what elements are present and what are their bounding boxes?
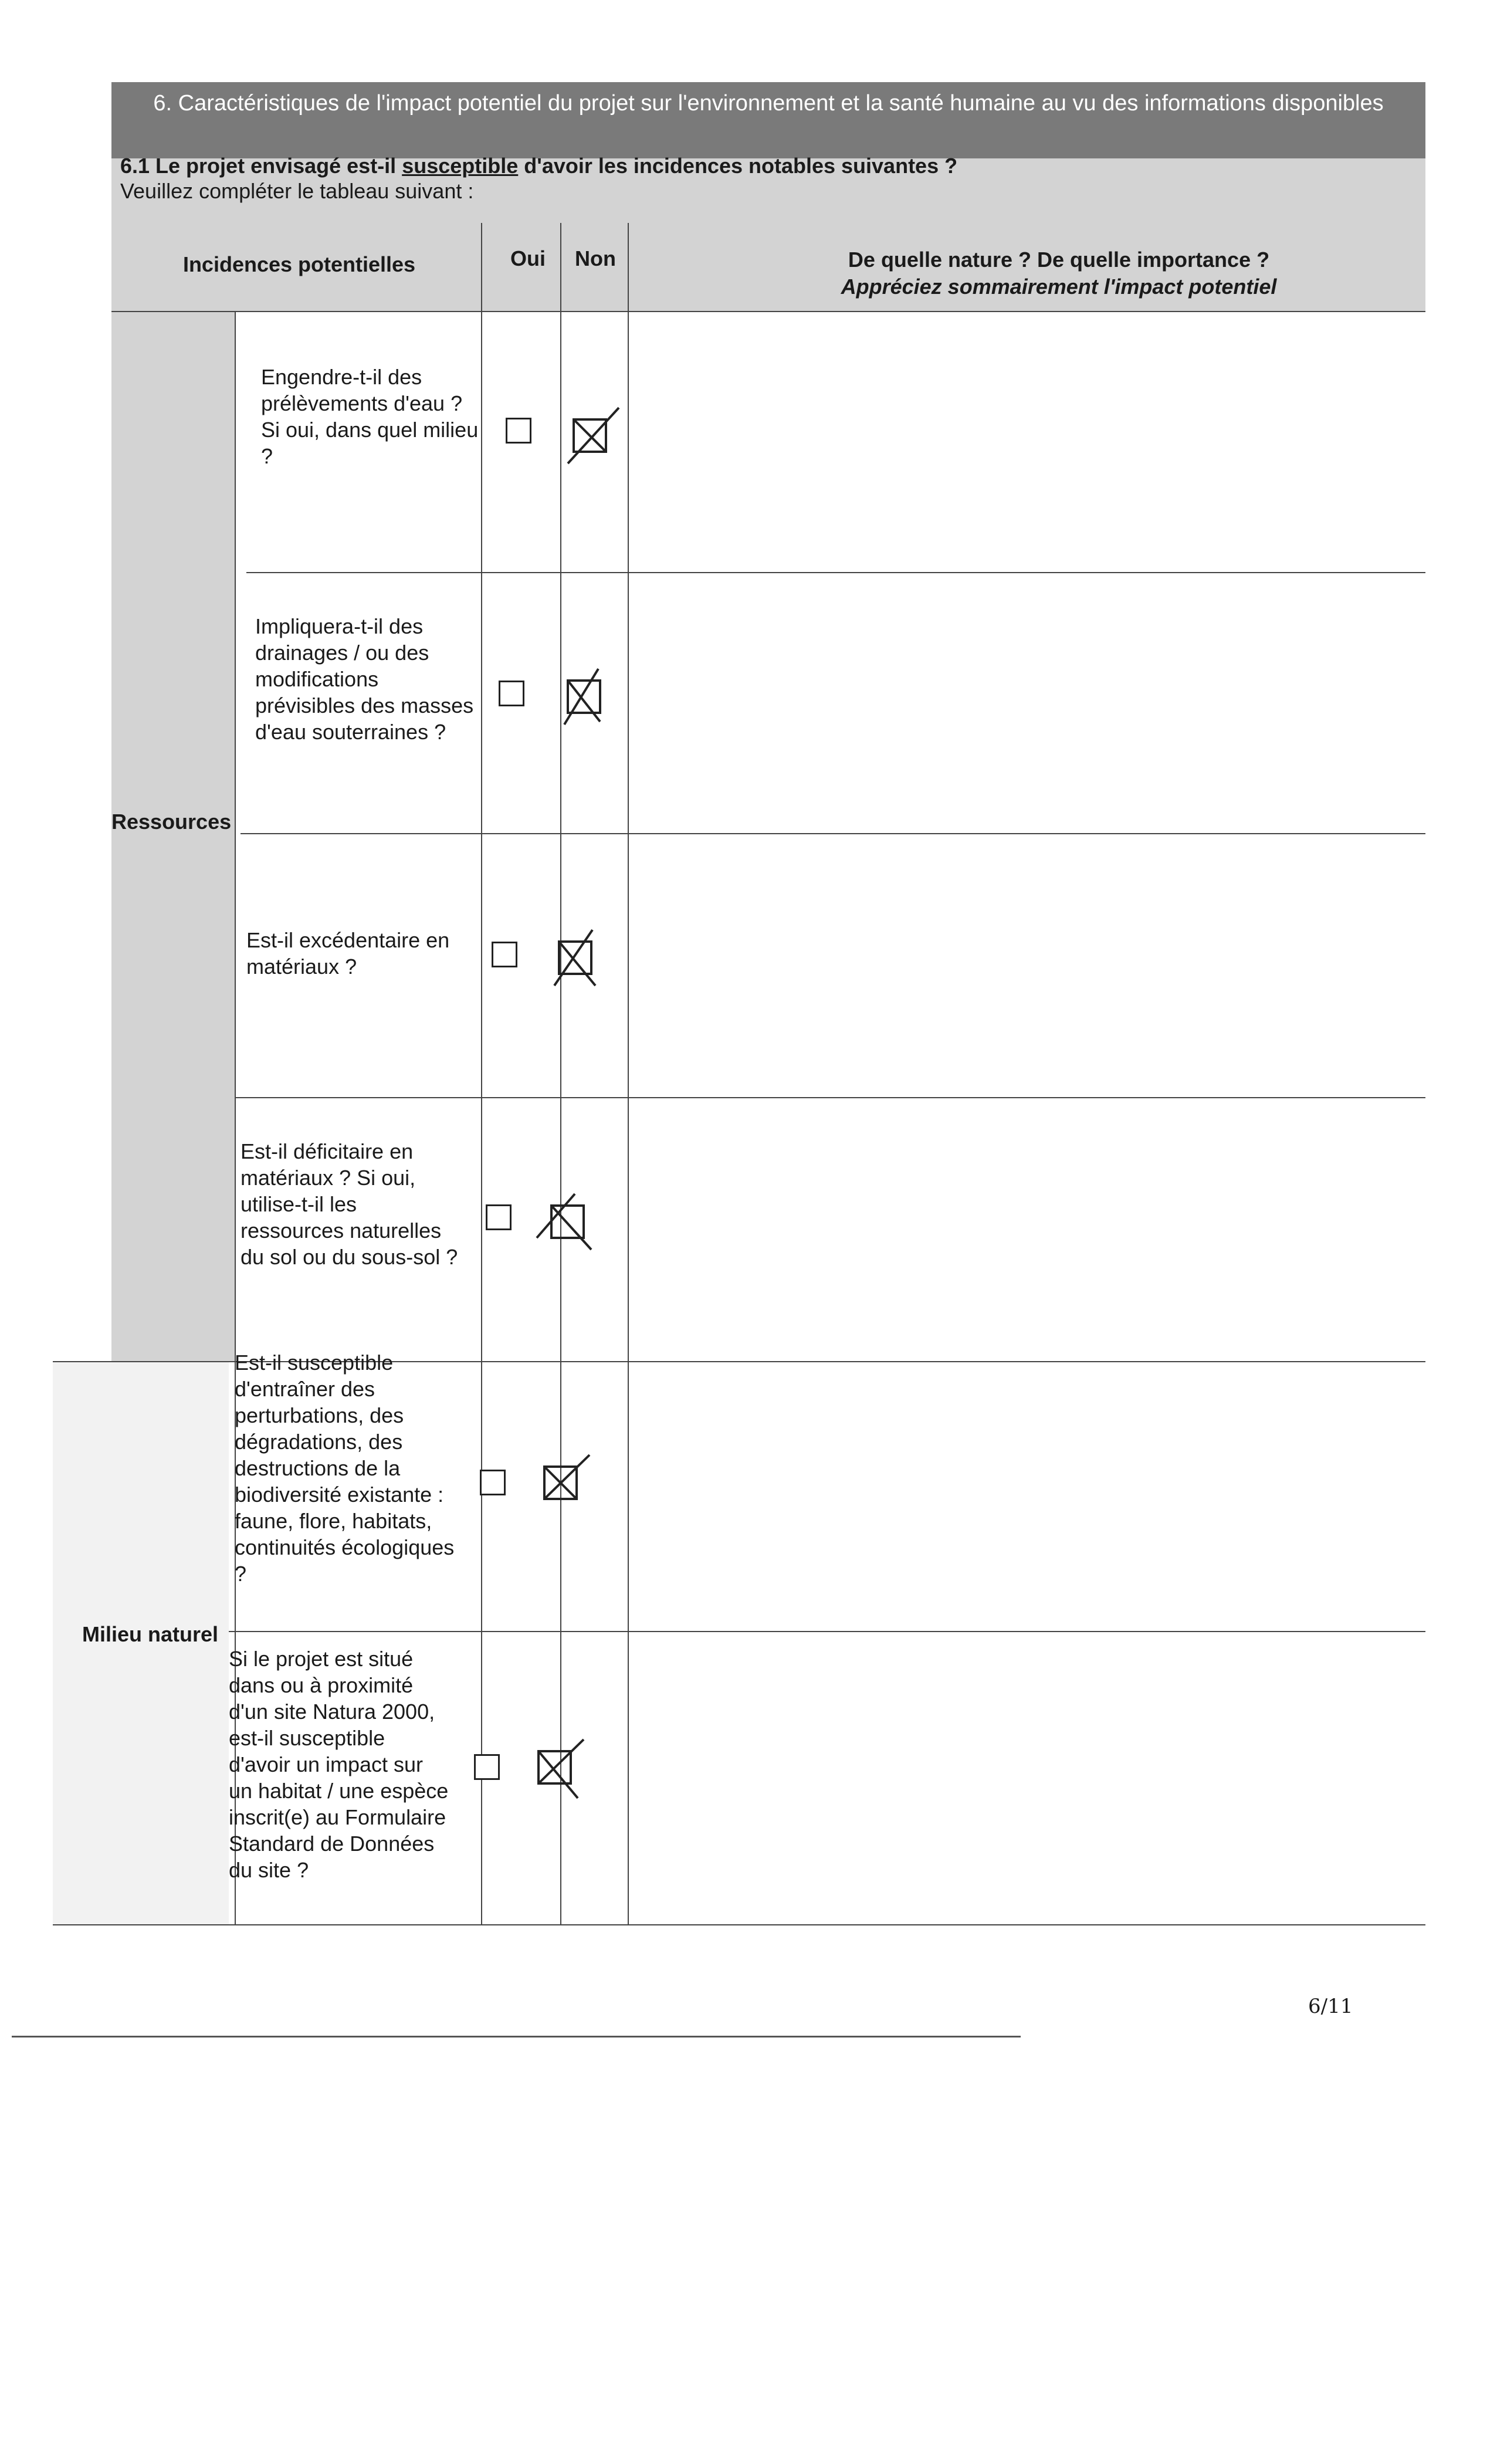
rule-col-non [560, 223, 561, 1924]
column-header-incidences: Incidences potentielles [182, 252, 416, 276]
row2-oui-checkbox[interactable] [499, 681, 524, 706]
row2-non-checkbox-checked[interactable] [557, 666, 616, 730]
rule-row3 [235, 1097, 1425, 1098]
row4-non-checkbox-checked[interactable] [534, 1191, 592, 1255]
group-label-milieu-naturel: Milieu naturel [82, 1622, 219, 1646]
row6-oui-checkbox[interactable] [474, 1754, 500, 1780]
row3-question: Est-il excédentaire en matériaux ? [246, 928, 450, 979]
rule-col-oui [481, 223, 482, 1924]
row2-question: Impliquera-t-il des drainages / ou des modifications prévisibles des masses d'eau souterraines ? [255, 614, 474, 744]
row5-question: Est-il susceptible d'entraîner des perturbations, des dégradations, des destructions de la biodiversité existante : faune, flore, habitats, continuités écologiques ? [235, 1351, 455, 1586]
question-underlined: susceptible [402, 154, 519, 178]
row1-non-checkbox-checked[interactable] [563, 405, 622, 469]
column-header-nature [727, 246, 1390, 300]
row4-oui-checkbox[interactable] [486, 1204, 512, 1230]
footer-rule [12, 2036, 1021, 2037]
page-number: 6/11 [1308, 1995, 1353, 2018]
row6-non-checkbox-checked[interactable] [528, 1737, 587, 1801]
question-prefix: 6.1 Le projet envisagé est-il [120, 154, 402, 178]
question-instruction: Veuillez compléter le tableau suivant : [120, 179, 474, 203]
nature-header-line2: Appréciez sommairement l'impact potentiel [841, 275, 1277, 299]
row3-oui-checkbox[interactable] [492, 942, 517, 967]
rule-table-bottom [53, 1924, 1425, 1925]
column-header-non: Non [575, 246, 616, 270]
section-banner [111, 82, 1425, 158]
rule-col-nature [628, 223, 629, 1924]
rule-header-bottom [111, 311, 1425, 312]
nature-header-line1: De quelle nature ? De quelle importance ? [848, 248, 1270, 272]
row3-non-checkbox-checked[interactable] [548, 927, 607, 991]
rule-row5 [229, 1631, 1425, 1632]
rule-row1 [246, 572, 1425, 573]
row5-oui-checkbox[interactable] [480, 1470, 506, 1495]
rule-row2 [241, 833, 1425, 834]
question-title [120, 154, 957, 178]
column-header-oui: Oui [510, 246, 546, 270]
row4-question: Est-il déficitaire en matériaux ? Si oui, utilise-t-il les ressources naturelles du sol ou du sous-sol ? [241, 1139, 458, 1269]
row1-oui-checkbox[interactable] [506, 418, 531, 444]
row1-question: Engendre-t-il des prélèvements d'eau ? Si oui, dans quel milieu ? [261, 365, 479, 468]
question-suffix: d'avoir les incidences notables suivantes ? [518, 154, 958, 178]
row6-question: Si le projet est situé dans ou à proximité d'un site Natura 2000, est-il susceptible d'avoir un impact sur un habitat / une espèce inscrit(e) au Formulaire Standard de Données du site ? [229, 1647, 449, 1882]
section-title: 6. Caractéristiques de l'impact potentiel du projet sur l'environnement et la santé humaine au vu des informations disponibles [153, 91, 1384, 116]
group-label-ressources: Ressources [111, 810, 232, 834]
row5-non-checkbox-checked[interactable] [534, 1452, 592, 1517]
